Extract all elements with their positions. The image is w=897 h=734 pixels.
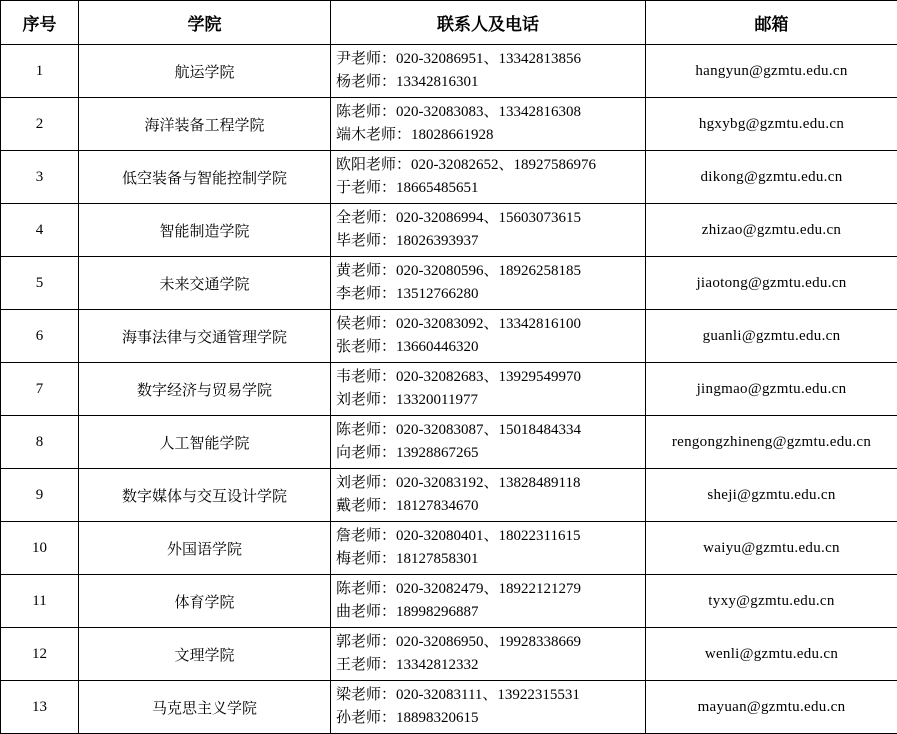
email-cell: guanli@gzmtu.edu.cn bbox=[646, 310, 897, 363]
contact-line: 刘老师：020-32083192、13828489118 bbox=[336, 475, 581, 491]
row-number-cell: 8 bbox=[1, 416, 79, 469]
contact-line: 陈老师：020-32083083、13342816308 bbox=[336, 104, 581, 120]
college-name-cell: 智能制造学院 bbox=[79, 204, 331, 257]
contact-line: 黄老师：020-32080596、18926258185 bbox=[336, 263, 581, 279]
contact-line: 陈老师：020-32082479、18922121279 bbox=[336, 581, 581, 597]
row-number-cell: 1 bbox=[1, 45, 79, 98]
row-number-cell: 7 bbox=[1, 363, 79, 416]
college-name-cell: 外国语学院 bbox=[79, 522, 331, 575]
row-number-cell: 13 bbox=[1, 681, 79, 734]
contact-line: 陈老师：020-32083087、15018484334 bbox=[336, 422, 581, 438]
contact-phone-cell bbox=[331, 681, 646, 734]
contact-phone-cell bbox=[331, 628, 646, 681]
email-cell: rengongzhineng@gzmtu.edu.cn bbox=[646, 416, 897, 469]
contact-line: 向老师：13928867265 bbox=[336, 445, 479, 461]
contact-line: 孙老师：18898320615 bbox=[336, 710, 479, 726]
contact-line: 郭老师：020-32086950、19928338669 bbox=[336, 634, 581, 650]
table-row bbox=[1, 416, 897, 469]
table-row bbox=[1, 45, 897, 98]
row-number-cell: 12 bbox=[1, 628, 79, 681]
col-header-college: 学院 bbox=[79, 1, 331, 45]
college-name-cell: 低空装备与智能控制学院 bbox=[79, 151, 331, 204]
contact-phone-cell bbox=[331, 45, 646, 98]
col-header-email: 邮箱 bbox=[646, 1, 897, 45]
table-row bbox=[1, 681, 897, 734]
contact-phone-cell bbox=[331, 310, 646, 363]
college-name-cell: 体育学院 bbox=[79, 575, 331, 628]
contact-line: 李老师：13512766280 bbox=[336, 286, 479, 302]
contact-phone-cell bbox=[331, 469, 646, 522]
table-row bbox=[1, 257, 897, 310]
college-name-cell: 未来交通学院 bbox=[79, 257, 331, 310]
contact-line: 曲老师：18998296887 bbox=[336, 604, 479, 620]
college-name-cell: 航运学院 bbox=[79, 45, 331, 98]
college-name-cell: 数字经济与贸易学院 bbox=[79, 363, 331, 416]
contact-line: 韦老师：020-32082683、13929549970 bbox=[336, 369, 581, 385]
contact-line: 端木老师：18028661928 bbox=[336, 127, 494, 143]
contact-line: 刘老师：13320011977 bbox=[336, 392, 478, 408]
email-cell: mayuan@gzmtu.edu.cn bbox=[646, 681, 897, 734]
college-name-cell: 人工智能学院 bbox=[79, 416, 331, 469]
email-cell: sheji@gzmtu.edu.cn bbox=[646, 469, 897, 522]
contact-line: 尹老师：020-32086951、13342813856 bbox=[336, 51, 581, 67]
college-name-cell: 文理学院 bbox=[79, 628, 331, 681]
college-name-cell: 数字媒体与交互设计学院 bbox=[79, 469, 331, 522]
college-name-cell: 海事法律与交通管理学院 bbox=[79, 310, 331, 363]
contact-phone-cell bbox=[331, 363, 646, 416]
contact-phone-cell bbox=[331, 257, 646, 310]
col-header-number: 序号 bbox=[1, 1, 79, 45]
row-number-cell: 9 bbox=[1, 469, 79, 522]
table-body bbox=[1, 45, 897, 734]
row-number-cell: 2 bbox=[1, 98, 79, 151]
table-row bbox=[1, 522, 897, 575]
contact-line: 侯老师：020-32083092、13342816100 bbox=[336, 316, 581, 332]
contact-line: 欧阳老师：020-32082652、18927586976 bbox=[336, 157, 596, 173]
contact-line: 全老师：020-32086994、15603073615 bbox=[336, 210, 581, 226]
col-header-contact: 联系人及电话 bbox=[331, 1, 646, 45]
row-number-cell: 4 bbox=[1, 204, 79, 257]
contact-phone-cell bbox=[331, 416, 646, 469]
table-row bbox=[1, 628, 897, 681]
email-cell: zhizao@gzmtu.edu.cn bbox=[646, 204, 897, 257]
contact-line: 杨老师：13342816301 bbox=[336, 74, 479, 90]
row-number-cell: 5 bbox=[1, 257, 79, 310]
contact-line: 戴老师：18127834670 bbox=[336, 498, 479, 514]
row-number-cell: 6 bbox=[1, 310, 79, 363]
contact-line: 梁老师：020-32083111、13922315531 bbox=[336, 687, 580, 703]
row-number-cell: 3 bbox=[1, 151, 79, 204]
contact-phone-cell bbox=[331, 151, 646, 204]
contact-line: 王老师：13342812332 bbox=[336, 657, 479, 673]
table-row bbox=[1, 575, 897, 628]
header-row bbox=[1, 1, 897, 45]
table-row bbox=[1, 98, 897, 151]
contact-phone-cell bbox=[331, 575, 646, 628]
table-row bbox=[1, 363, 897, 416]
email-cell: tyxy@gzmtu.edu.cn bbox=[646, 575, 897, 628]
email-cell: hgxybg@gzmtu.edu.cn bbox=[646, 98, 897, 151]
table-row bbox=[1, 151, 897, 204]
email-cell: wenli@gzmtu.edu.cn bbox=[646, 628, 897, 681]
contact-line: 梅老师：18127858301 bbox=[336, 551, 479, 567]
contact-phone-cell bbox=[331, 204, 646, 257]
contact-line: 詹老师：020-32080401、18022311615 bbox=[336, 528, 581, 544]
email-cell: jingmao@gzmtu.edu.cn bbox=[646, 363, 897, 416]
table-row bbox=[1, 204, 897, 257]
table-row bbox=[1, 469, 897, 522]
college-name-cell: 马克思主义学院 bbox=[79, 681, 331, 734]
email-cell: jiaotong@gzmtu.edu.cn bbox=[646, 257, 897, 310]
contact-line: 张老师：13660446320 bbox=[336, 339, 479, 355]
email-cell: hangyun@gzmtu.edu.cn bbox=[646, 45, 897, 98]
contact-phone-cell bbox=[331, 522, 646, 575]
table-row bbox=[1, 310, 897, 363]
email-cell: waiyu@gzmtu.edu.cn bbox=[646, 522, 897, 575]
contact-line: 于老师：18665485651 bbox=[336, 180, 479, 196]
row-number-cell: 10 bbox=[1, 522, 79, 575]
contact-line: 毕老师：18026393937 bbox=[336, 233, 479, 249]
college-name-cell: 海洋装备工程学院 bbox=[79, 98, 331, 151]
email-cell: dikong@gzmtu.edu.cn bbox=[646, 151, 897, 204]
row-number-cell: 11 bbox=[1, 575, 79, 628]
contact-phone-cell bbox=[331, 98, 646, 151]
